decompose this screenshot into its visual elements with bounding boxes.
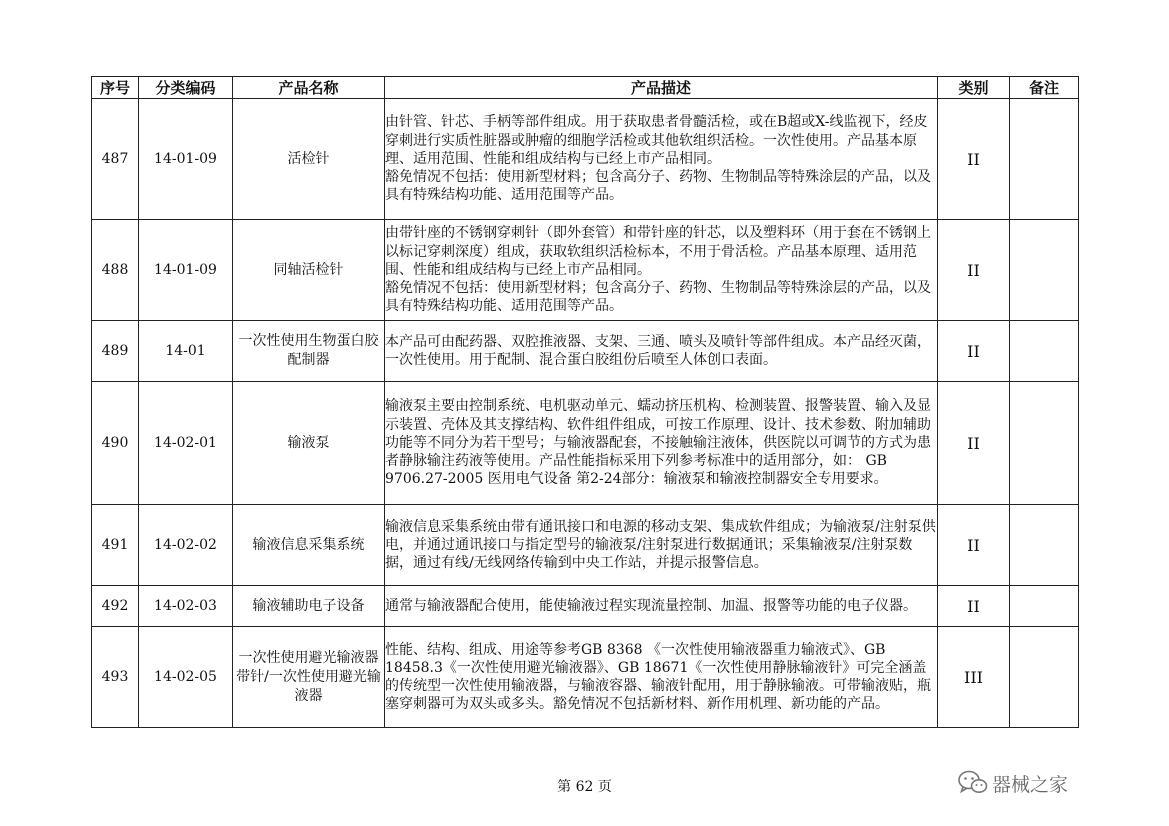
row-desc [385, 220, 938, 321]
row-desc [385, 586, 938, 627]
catalog-table [91, 76, 1079, 728]
desc-paragraph: 由针管、针芯、手柄等部件组成。用于获取患者骨髓活检，或在B超或X-线监视下，经皮穿刺进行实质性脏器或肿瘤的细胞学活检或其他软组织活检。一次性使用。产品基本原理、适用范围、性能和组成结构与已经上市产品相同。 [385, 114, 928, 167]
row-desc [385, 99, 938, 220]
row-no: 489 [92, 321, 139, 382]
desc-paragraph: 输液泵主要由控制系统、电机驱动单元、蠕动挤压机构、检测装置、报警装置、输入及显示装置、壳体及其支撑结构、软件组件组成，可按工作原理、设计、技术参数、附加辅助功能等不同分为若干型号；与输液器配套，不接触输注液体，供医院以可调节的方式为患者静脉输注药液等使用。产品性能指标采用下列参考标准中的适用部分，如： GB 9706.27-2005 医用电气设备 第2-24部分：输液泵和输液控制器安全专用要求。 [385, 398, 931, 488]
header-name: 产品名称 [233, 77, 385, 99]
desc-paragraph: 性能、结构、组成、用途等参考GB 8368 《一次性使用输液器重力输液式》、GB 18458.3《一次性使用避光输液器》、GB 18671《一次性使用静脉输液针》可完全涵盖的传统型一次性使用输液器，与输液容器、输液针配用，用于静脉输液。可带输液贴，瓶塞穿刺器可为双头或多头。豁免情况不包括新材料、新作用机理、新功能的产品。 [385, 641, 931, 713]
header-no: 序号 [92, 77, 139, 99]
row-name: 一次性使用避光输液器 带针/一次性使用避光输液器 [233, 627, 385, 728]
row-name: 同轴活检针 [233, 220, 385, 321]
table-row [92, 627, 1079, 728]
table-row [92, 321, 1079, 382]
row-remark [1010, 220, 1079, 321]
row-class: II [938, 586, 1010, 627]
desc-paragraph: 本产品可由配药器、双腔推液器、支架、三通、喷头及喷针等部件组成。本产品经灭菌，一次性使用。用于配制、混合蛋白胶组份后喷至人体创口表面。 [385, 333, 931, 368]
row-no: 488 [92, 220, 139, 321]
row-class: II [938, 382, 1010, 505]
row-class: III [938, 627, 1010, 728]
row-name: 输液泵 [233, 382, 385, 505]
row-name: 输液信息采集系统 [233, 505, 385, 586]
row-remark [1010, 586, 1079, 627]
row-name: 输液辅助电子设备 [233, 586, 385, 627]
row-no: 490 [92, 382, 139, 505]
table-row [92, 220, 1079, 321]
row-no: 492 [92, 586, 139, 627]
header-desc: 产品描述 [385, 77, 938, 99]
header-code: 分类编码 [139, 77, 233, 99]
row-remark [1010, 627, 1079, 728]
row-desc [385, 505, 938, 586]
header-class: 类别 [938, 77, 1010, 99]
row-remark [1010, 382, 1079, 505]
page-number: 第 62 页 [557, 779, 612, 795]
row-name: 活检针 [233, 99, 385, 220]
row-no: 491 [92, 505, 139, 586]
row-code: 14-02-02 [139, 505, 233, 586]
row-desc [385, 321, 938, 382]
desc-paragraph: 豁免情况不包括：使用新型材料；包含高分子、药物、生物制品等特殊涂层的产品，以及具有特殊结构功能、适用范围等产品。 [385, 169, 931, 204]
row-no: 487 [92, 99, 139, 220]
row-code: 14-02-01 [139, 382, 233, 505]
header-row [92, 77, 1079, 99]
desc-paragraph: 由带针座的不锈钢穿刺针（即外套管）和带针座的针芯，以及塑料环（用于套在不锈钢上以标记穿刺深度）组成，获取软组织活检标本，不用于骨活检。产品基本原理、适用范围、性能和组成结构与已经上市产品相同。 [385, 225, 931, 278]
row-remark [1010, 505, 1079, 586]
row-code: 14-01-09 [139, 99, 233, 220]
row-class: II [938, 321, 1010, 382]
table-row [92, 382, 1079, 505]
row-name: 一次性使用生物蛋白胶配制器 [233, 321, 385, 382]
row-desc [385, 382, 938, 505]
table-row [92, 586, 1079, 627]
watermark [958, 768, 1068, 798]
row-no: 493 [92, 627, 139, 728]
table-row [92, 505, 1079, 586]
row-code: 14-02-03 [139, 586, 233, 627]
header-remark: 备注 [1010, 77, 1079, 99]
row-class: II [938, 505, 1010, 586]
row-desc [385, 627, 938, 728]
row-class: II [938, 99, 1010, 220]
row-remark [1010, 99, 1079, 220]
row-code: 14-01 [139, 321, 233, 382]
wechat-icon [958, 770, 988, 796]
row-class: II [938, 220, 1010, 321]
desc-paragraph: 豁免情况不包括：使用新型材料；包含高分子、药物、生物制品等特殊涂层的产品，以及具有特殊结构功能、适用范围等产品。 [385, 280, 931, 315]
desc-paragraph: 通常与输液器配合使用，能使输液过程实现流量控制、加温、报警等功能的电子仪器。 [385, 597, 917, 614]
row-code: 14-02-05 [139, 627, 233, 728]
table-row [92, 99, 1079, 220]
desc-paragraph: 输液信息采集系统由带有通讯接口和电源的移动支架、集成软件组成；为输液泵/注射泵供电，并通过通讯接口与指定型号的输液泵/注射泵进行数据通讯；采集输液泵/注射泵数据，通过有线/无线网络传输到中央工作站，并提示报警信息。 [385, 518, 936, 572]
row-code: 14-01-09 [139, 220, 233, 321]
row-remark [1010, 321, 1079, 382]
watermark-text: 器械之家 [992, 773, 1069, 796]
